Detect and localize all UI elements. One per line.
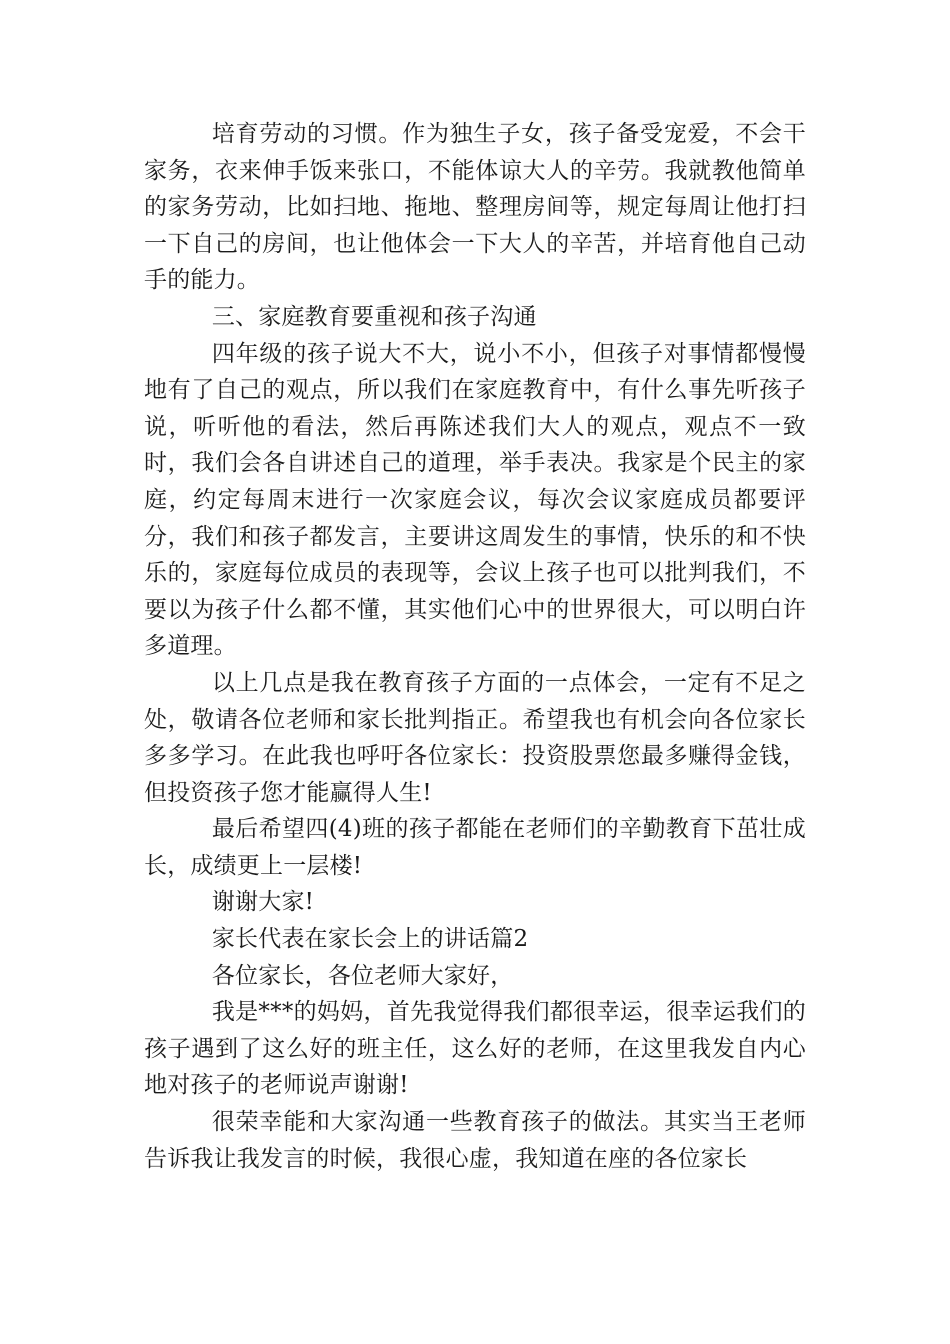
paragraph-thanks: 谢谢大家! xyxy=(211,889,315,916)
paragraph-communication: 四年级的孩子说大不大，说小不小，但孩子对事情都慢慢地有了自己的观点，所以我们在家庭教育中，有什么事先听孩子说，听听他的看法，然后再陈述我们大人的观点，观点不一致时，我们会各自讲述自己的道理，举手表决。我家是个民主的家庭，约定每周末进行一次家庭会议，每次会议家庭成员都要评分，我们和孩子都发言，主要讲这周发生的事情，快乐的和不快乐的，家庭每位成员的表现等，会议上孩子也可以批判我们，不要以为孩子什么都不懂，其实他们心中的世界很大，可以明白许多道理。 xyxy=(144,340,806,660)
speech-title-part-2: 家长代表在家长会上的讲话篇2 xyxy=(211,926,529,953)
section-heading-communication: 三、家庭教育要重视和孩子沟通 xyxy=(211,303,537,330)
document-body xyxy=(144,116,806,1177)
paragraph-labor-habit: 培育劳动的习惯。作为独生子女，孩子备受宠爱，不会干家务，衣来伸手饭来张口，不能体谅大人的辛劳。我就教他简单的家务劳动，比如扫地、拖地、整理房间等，规定每周让他打扫一下自己的房间，也让他体会一下大人的辛苦，并培育他自己动手的能力。 xyxy=(144,121,806,294)
paragraph-introduction: 我是***的妈妈，首先我觉得我们都很幸运，很幸运我们的孩子遇到了这么好的班主任，这么好的老师，在这里我发自内心地对孩子的老师说声谢谢! xyxy=(144,999,806,1099)
paragraph-reflection: 以上几点是我在教育孩子方面的一点体会，一定有不足之处，敬请各位老师和家长批判指正。希望我也有机会向各位家长多多学习。在此我也呼吁各位家长：投资股票您最多赚得金钱，但投资孩子您才能赢得人生! xyxy=(144,669,806,806)
paragraph-closing-wish: 最后希望四(4)班的孩子都能在老师们的辛勤教育下茁壮成长，成绩更上一层楼! xyxy=(144,816,806,879)
paragraph-honor: 很荣幸能和大家沟通一些教育孩子的做法。其实当王老师告诉我让我发言的时候，我很心虚，我知道在座的各位家长 xyxy=(144,1109,806,1172)
paragraph-greeting: 各位家长，各位老师大家好， xyxy=(211,962,514,989)
